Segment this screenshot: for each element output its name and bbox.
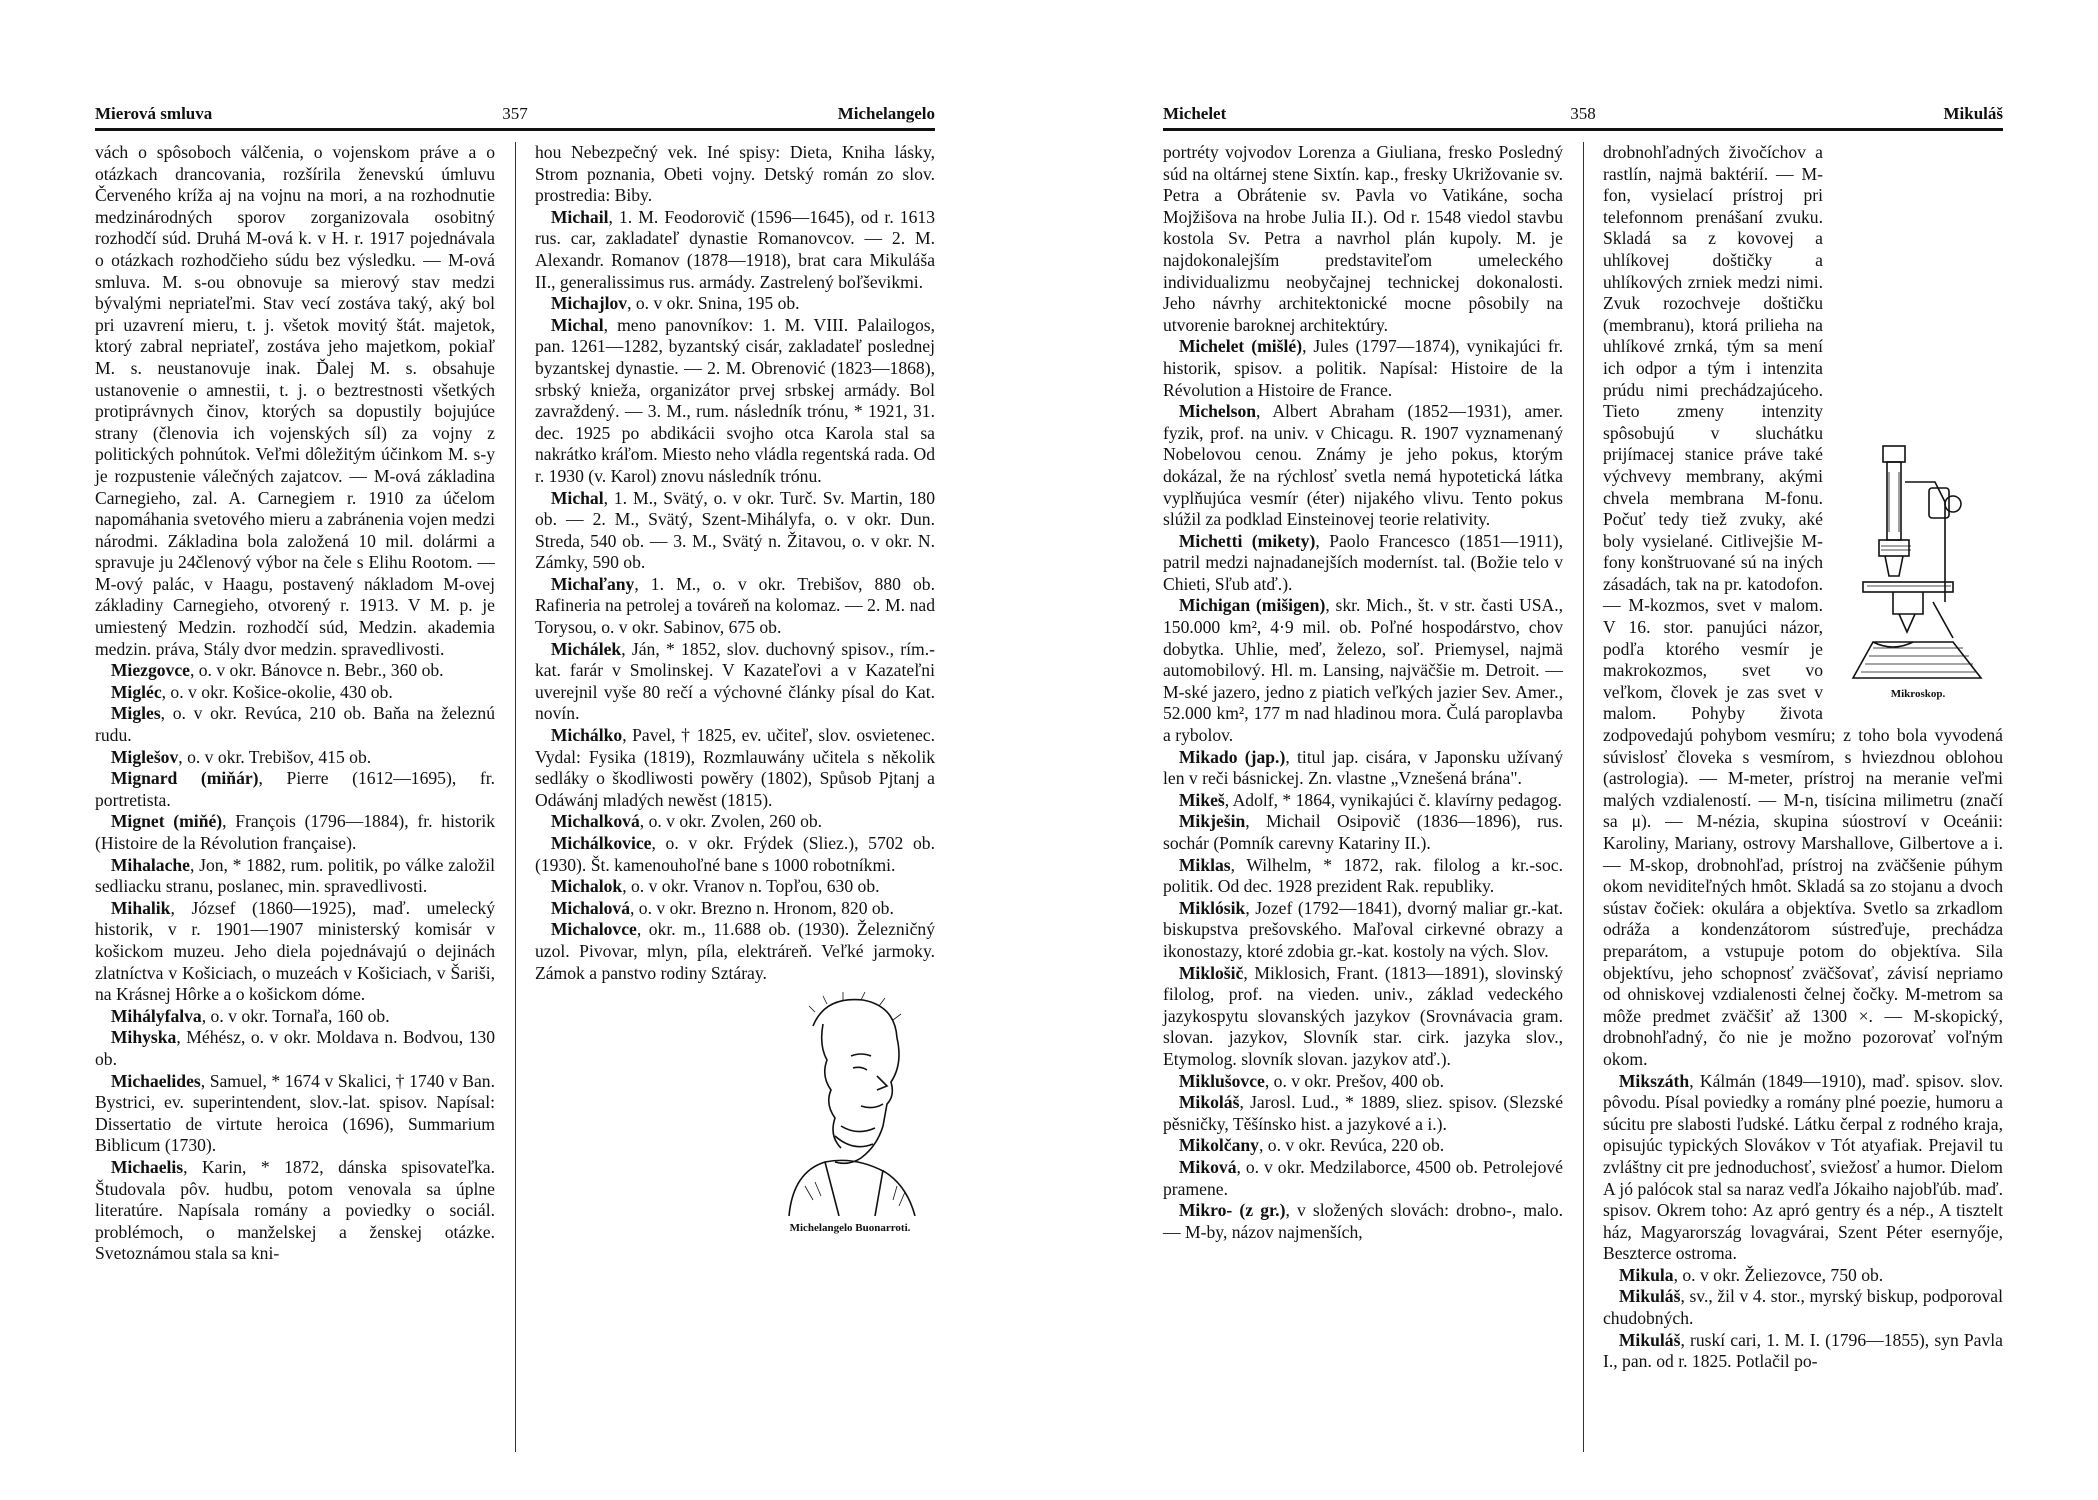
- left-header-first-entry: Mierová smluva: [95, 104, 213, 123]
- right-page-header: [1163, 100, 2003, 131]
- entry: Mikoláš, Jarosl. Lud., * 1889, sliez. spisov. (Slezské pěsničky, Těšínsko hist. a jazykové a i.).: [1163, 1092, 1563, 1134]
- left-column-2: [535, 142, 935, 1244]
- microscope-caption: Mikroskop.: [1890, 688, 1946, 700]
- entry: Michal, 1. M., Svätý, o. v okr. Turč. Sv. Martin, 180 ob. — 2. M., Svätý, Szent-Mihályfa, o. v okr. Dun. Streda, 540 ob. — 3. M., Svätý n. Žitavou, o. v okr. N. Zámky, 590 ob.: [535, 487, 935, 573]
- entry: Mihalache, Jon, * 1882, rum. politik, po válke založil sedliacku stranu, poslanec, min. spravedlivosti.: [95, 854, 495, 897]
- entry: Mikula, o. v okr. Želiezovce, 750 ob.: [1618, 1264, 1884, 1285]
- left-page-number: 357: [502, 104, 528, 123]
- entry: Michalková, o. v okr. Zvolen, 260 ob.: [550, 811, 823, 832]
- entry: Miklušovce, o. v okr. Prešov, 400 ob.: [1178, 1070, 1445, 1091]
- entry: hou Nebezpečný vek. Iné spisy: Dieta, Kniha lásky, Strom poznania, Obeti vojny. Detský román zo slov. prostredia: Biby.: [535, 142, 935, 206]
- entry: Michelson, Albert Abraham (1852—1931), amer. fyzik, prof. na univ. v Chicagu. R. 1907 vyznamenaný Nobelovou cenou. Známy je jeho pokus, ktorým dokázal, že na rýchlosť svetla nemá hypotetická látka vyplňujúca vesmír (éter) nijakého vlivu. Tento pokus slúžil za podklad Einsteinovej teorie relativity.: [1163, 401, 1563, 530]
- entry: Miezgovce, o. v okr. Bánovce n. Bebr., 360 ob.: [110, 660, 444, 681]
- entry: Mihyska, Méhész, o. v okr. Moldava n. Bodvou, 130 ob.: [95, 1027, 495, 1069]
- entry: Michálko, Pavel, † 1825, ev. učiteľ, slov. osvietenec. Vydal: Fysika (1819), Rozmlauwány učitela s několik sedlákу o škodliwosti powěry (1802), Spůsob Pjtanj a Odáwánj mladých newěst (1815).: [535, 725, 935, 810]
- entry: Michetti (mikety), Paolo Francesco (1851—1911), patril medzi najnadanejších moderníst. tal. (Božie telo v Chieti, Sľub atď.).: [1163, 530, 1563, 594]
- entry: Michaelides, Samuel, * 1674 v Skalici, † 1740 v Ban. Bystrici, ev. superintendent, slov.-lat. spisov. Napísal: Dissertatio de virtute heroica (1696), Summarium Biblicum (1730).: [95, 1070, 495, 1156]
- entry: Miklošič, Miklosich, Frant. (1813—1891), slovinský filolog, prof. na vieden. univ., základ vedeckého jazykospytu slovanských jazykov (Srovnávacia gram. slovan. jazykov, Slovník star. cirk. jazyka slov., Etymolog. slovník slovan. jazykov atď.).: [1163, 962, 1563, 1069]
- right-column-1: [1163, 142, 1563, 1243]
- entry: Michálkovice, o. v okr. Frýdek (Sliez.), 5702 ob. (1930). Št. kamenouhoľné bane s 1000 robotníkmi.: [535, 833, 935, 875]
- right-header-last-entry: Mikuláš: [1943, 104, 2003, 123]
- right-page-number: 358: [1570, 104, 1596, 123]
- entry: Migles, o. v okr. Revúca, 210 ob. Baňa na železnú rudu.: [95, 703, 495, 746]
- entry: Mikolčany, o. v okr. Revúca, 220 ob.: [1178, 1135, 1445, 1156]
- entry: Miglešov, o. v okr. Trebišov, 415 ob.: [110, 746, 372, 767]
- entry: Mikszáth, Kálmán (1849—1910), maď. spisov. slov. pôvodu. Písal poviedky a romány plné poezie, humoru a súcitu pre slabosti ľudské. Látku čerpal z rodného kraja, opisujúc typických Slovákov v Tót atyafiak. Prejavil tu zvláštny cit pre jednoduchosť, sviežosť a humor. Dielom A jó palócok stal sa naraz vedľa Jókaiho najobľúb. maď. spisov. Okrem toho: Az apró gentry és a nép., A tisztelt ház, Magyarország lovagvárai, Szent Péter esernyője, Beszterce ostroma.: [1603, 1070, 2003, 1264]
- left-page-header: [95, 100, 935, 131]
- microscope-figure: [1833, 442, 2003, 706]
- entry: Michaľany, 1. M., o. v okr. Trebišov, 880 ob. Rafineria na petrolej a továreň na kolomaz. — 2. M. nad Torysou, o. v okr. Sabinov, 675 ob.: [535, 573, 935, 638]
- portrait-caption: Michelangelo Buonarroti.: [789, 1222, 911, 1235]
- entry: drobnohľadných živočíchov a rastlín, najmä baktérií. — M-fon, vysielací prístroj pri telefonnom prenášaní zvuku. Skladá sa z kovovej a uhlíkovej doštičky a uhlíkových zrniek medzi nimi. Zvuk rozochveje doštičku (membranu), ktorá prilieha na uhlíkové zrnká, tým sa mení ich odpor a tým i intenzita prúdu nimi prechádzajúceho. Tieto zmeny intenzity spôsobujú v sluchátku prijímacej stanice práve také výchvevy membrany, akými chvela membrana M-fonu. Počuť tedy tiež zvuky, aké boly vysielané. Citlivejšie M-fony konštruované sú na iných zásadách, tak na pr. katodofon. — M-kozmos, svet v malom. V 16. stor. panujúci názor, podľa ktorého vesmír je makrokozmos, svet vo veľkom, človek je zas svet v malom. Pohyby života zodpovedajú pohybom vesmíru; z toho bola vyvodená súvislosť človeka s vesmírom, s hviezdnou oblohou (astrologia). — M-meter, prístroj na meranie veľmi malých vzdialeností. — M-n, tisícina milimetru (značí sa μ). — M-nézia, skupina súostroví v Oceánii: Karoliny, Mariany, ostrovy Marshallove, Gilbertove a i. — M-skop, drobnohľad, prístroj na zväčšenie púhym okom neviditeľných hmôt. Skladá sa zo stojanu a dvoch sústav čočiek: okulára a objektíva. Svetlo sa zrkadlom odráža a kondenzátorom sústreďuje, prechádza preparátom, a vstupuje potom do objektíva. Sila objektívu, jeho schopnosť zväčšovať, závisí nepriamo od ohniskovej vzdialenosti čelnej čočky. M-metrom sa môže predmet zväčšiť až 1300 ×. — M-skopický, drobnohľadný, čo nie je možno pozorovať voľným okom.: [1603, 142, 2003, 1069]
- entry: Miklas, Wilhelm, * 1872, rak. filolog a kr.-soc. politik. Od dec. 1928 prezident Rak. republiky.: [1163, 854, 1563, 897]
- entry: Miková, o. v okr. Medzilaborce, 4500 ob. Petrolejové pramene.: [1163, 1156, 1563, 1199]
- entry: Mikuláš, ruskí cari, 1. M. I. (1796—1855), syn Pavla I., pan. od r. 1825. Potlačil po-: [1603, 1329, 2003, 1372]
- entry: Mihalik, József (1860—1925), maď. umelecký historik, v r. 1901—1907 ministerský komisár v košickom muzeu. Jeho diela pojednávajú o dejinách zlatníctva v Košiciach, o muzeách v Košiciach, v Šariši, na Krásnej Hôrke a o košickom dóme.: [95, 897, 495, 1005]
- right-header-first-entry: Michelet: [1163, 104, 1227, 123]
- entry: Michigan (mišigen), skr. Mich., št. v str. časti USA., 150.000 km², 4·9 mil. ob. Poľné hospodárstvo, chov dobytka. Uhlie, meď, železo, soľ. Priemysel, najmä automobilový. Hl. m. Lansing, najväčšie m. Detroit. — M-ské jazero, jedno z piatich veľkých jazier Sev. Amer., 52.000 km², 177 m nad hladinou mora. Čulá paroplavba a rybolov.: [1163, 595, 1563, 746]
- left-column-1: [95, 142, 495, 1265]
- microscope-illustration: [1833, 442, 1993, 682]
- entry: Miklósik, Jozef (1792—1841), dvorný maliar gr.-kat. biskupstva prešovského. Maľoval cirkevné obrazy a ikonostazy, ktoré zdobia gr.-kat. kostoly na vých. Slov.: [1163, 897, 1563, 961]
- entry: Mikado (jap.), titul jap. cisára, v Japonsku užívaný len v reči básnickej. Zn. vlastne „Vznešená brána".: [1163, 746, 1563, 789]
- entry: Mignard (miňár), Pierre (1612—1695), fr. portretista.: [95, 768, 495, 810]
- entry: Mikješin, Michail Osipovič (1836—1896), rus. sochár (Pomník carevny Katarіny II.).: [1163, 811, 1563, 853]
- entry: Mikeš, Adolf, * 1864, vynikajúci č. klavírny pedagog.: [1178, 789, 1562, 810]
- entry: Michalovce, okr. m., 11.688 ob. (1930). Železničný uzol. Pivovar, mlyn, píla, elektráreň. Veľké jarmoky. Zámok a panstvo rodiny Sztáray.: [535, 919, 935, 983]
- entry: Mignet (miňé), François (1796—1884), fr. historik (Histoire de la Révolution française).: [95, 811, 496, 853]
- entry: Michálek, Ján, * 1852, slov. duchovný spisov., rím.-kat. farár v Smolinskej. V Kazateľovi a v Kazateľni uverejnil vyše 80 rečí a výchovné články písal do Kat. novín.: [535, 638, 935, 724]
- entry: Michail, 1. M. Feodorovič (1596—1645), od r. 1613 rus. car, zakladateľ dynastie Romanovcov. — 2. M. Alexandr. Romanov (1878—1918), brat cara Mikuláša II., generalissimus rus. armády. Zastrelený boľševikmi.: [535, 206, 935, 292]
- entry: Migléc, o. v okr. Košice-okolie, 430 ob.: [110, 681, 393, 702]
- entry: portréty vojvodov Lorenza a Giuliana, fresko Posledný súd na oltárnej stene Sixtín. kap., fresky Ukrižovanie sv. Petra a Obrátenie sv. Pavla vo Vatikáne, socha Mojžišova na hrobe Julia II.). Od r. 1548 viedol stavbu kostola Sv. Petra a navrhol plán kupoly. M. je najdokonalejším predstaviteľom umeleckého individualizmu neobyčajnej technickej dokonalosti. Jeho návrhy architektonické mocne pôsobily na utvorenie baroknej architektúry.: [1163, 142, 1563, 335]
- michelangelo-portrait-figure: [765, 986, 935, 1240]
- entry: Mikro- (z gr.), v složených slovách: drobno-, malo. — M-by, názov najmenších,: [1163, 1200, 1563, 1242]
- entry: Michal, meno panovníkov: 1. M. VIII. Palailogos, pan. 1261—1282, byzantský cisár, zakladateľ poslednej byzantskej dynastie. — 2. M. Obrenović (1823—1868), srbský knieža, organizátor prvej srbskej armády. Bol zavraždený. — 3. M., rum. následník trónu, * 1921, 31. dec. 1925 po abdikácii svojho otca Karola stal sa nakrátko kráľom. Miesto neho vládla regentská rada. Od r. 1930 (v. Karol) znovu následník trónu.: [535, 314, 935, 486]
- michelangelo-portrait-illustration: [765, 986, 925, 1216]
- column-divider: [1583, 142, 1584, 1452]
- entry: Michajlov, o. v okr. Snina, 195 ob.: [550, 293, 800, 314]
- entry: vách o spôsoboch válčenia, o vojenskom práve a o otázkach drancovania, rozšírila ženevskú úmluvu Červeného kríža aj na vojnu na mori, a na rozhodnutie medzinárodných sporov zorganizovala osobitný rozhodčí súd. Druhá M-ová k. v H. r. 1917 pojednávala o otázkach rozhodčieho súdu bez výsledku. — M-ová smluva. M. s-ou obnovuje sa mierový stav medzi bývalými nepriateľmi. Stav vecí zostáva taký, aký bol pri uzavrení mieru, t. j. všetok movitý štát. majetok, ktorý zabral nepriateľ, zostáva jeho majetkom, pokiaľ M. s. neustanovuje inak. Ďalej M. s. obsahuje ustanovenie o amnestii, t. j. o beztrestnosti všetkých protiprávnych činov, ktorých sa dopustily bojujúce strany (členovia ich vojenských síl) za vojny z politických pohnútok. Veľmi dôležitým účinkom M. s-y je rozpustenie válečných zajatcov. — M-ová základina Carnegieho, zal. A. Carnegiem r. 1910 za účelom napomáhania svetového mieru a zabránenia vojen medzi národmi. Základina bola založená 10 mil. dolármi a spravuje ju 24členový výbor na čele s Elihu Rootom. — M-ový palác, v Haagu, postavený nákladom M-ovej základiny Carnegieho, otvorený r. 1913. V M. p. je umiestený Medzin. rozhodčí súd, Medzin. akademia medzin. práva, Stály dvor medzin. spravedlivosti.: [95, 142, 495, 659]
- left-header-last-entry: Michelangelo: [837, 104, 935, 123]
- entry: Mikuláš, sv., žil v 4. stor., myrský biskup, podporoval chudobných.: [1603, 1286, 2003, 1329]
- entry: Michalok, o. v okr. Vranov n. Topľou, 630 ob.: [550, 876, 880, 897]
- entry: Mihályfalva, o. v okr. Tornaľa, 160 ob.: [110, 1005, 390, 1026]
- right-page: [1163, 100, 2003, 1460]
- entry: Michalová, o. v okr. Brezno n. Hronom, 820 ob.: [550, 897, 894, 918]
- entry: Michelet (mišlé), Jules (1797—1874), vynikajúci fr. historik, spisov. a politik. Napísal: Histoire de la Révolution a Histoire de France.: [1163, 336, 1563, 400]
- entry: Michaelis, Karin, * 1872, dánska spisovateľka. Študovala pôv. hudbu, potom venovala sa úplne literatúre. Napísala romány a poviedky o sociál. problémoch, o manželskej a ženskej otázke. Svetoznámou stala sa kni-: [95, 1156, 495, 1264]
- right-column-2: [1603, 142, 2003, 1373]
- left-page: [95, 100, 935, 1460]
- column-divider: [515, 142, 516, 1452]
